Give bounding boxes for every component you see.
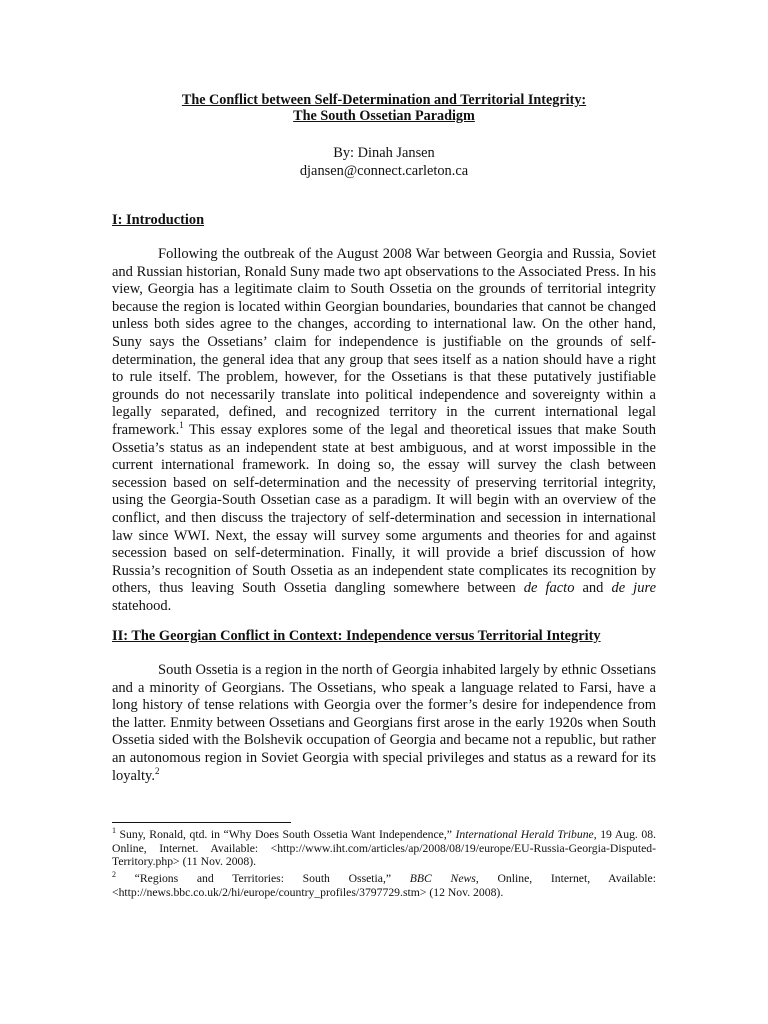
footnote-1-number: 1 [112,826,116,836]
footnote-1 [112,828,656,869]
intro-text-and: and [574,580,612,597]
section-1-paragraph [112,246,656,615]
intro-text-part1: Following the outbreak of the August 2008 War between Georgia and Russia, Soviet and Russian historian, Ronald Suny made two apt observations to the Associated Press. In his view, Georgia has a legitimate claim to South Ossetia on the grounds of territorial integrity because the region is located within Georgian boundaries, boundaries that cannot be changed unless both sides agree to the changes, according to international law. On the other hand, Suny says the Ossetians’ claim for independence is justifiable on the grounds of self-determination, the general idea that any group that sees itself as a nation should have a right to rule itself. The problem, however, for the Ossetians is that these putatively justifiable grounds do not necessarily translate into political independence and sovereignty within a legally separated, defined, and recognized territory in the current international legal framework. [112,246,656,438]
intro-italic-de-jure: de jure [611,580,657,597]
intro-italic-de-facto: de facto [523,580,575,597]
footnote-1-text-post: , 19 Aug. 08. Online, Internet. Available: <http://www.iht.com/articles/ap/2008/08/19/europe/EU-Russia-Georgia-Disputed-Territory.php> (11 Nov. 2008). [112,828,656,869]
intro-text-end: statehood. [112,597,172,614]
footnote-2-text-post: , Online, Internet, Available: <http://news.bbc.co.uk/2/hi/europe/country_profiles/3797729.stm> (12 Nov. 2008). [112,872,656,899]
footnote-2-number: 2 [112,870,116,880]
intro-text-part2: This essay explores some of the legal and theoretical issues that make South Ossetia’s status as an independent state at best ambiguous, and at worst impossible in the current international framework. In doing so, the essay will survey the clash between secession based on self-determination and the necessity of preserving territorial integrity, using the Georgia-South Ossetian case as a paradigm. It will begin with an overview of the conflict, and then discuss the trajectory of self-determination and secession in international law since WWI. Next, the essay will survey some arguments and theories for and against secession based on self-determination. Finally, it will provide a brief discussion of how Russia’s recognition of South Ossetia as an independent state complicates its recognition by others, thus leaving South Ossetia dangling somewhere between [112,421,656,597]
footnote-2 [112,872,656,899]
section-1-heading: I: Introduction [112,212,205,228]
author-byline: By: Dinah Jansen [333,145,435,161]
footnote-1-source: International Herald Tribune [455,828,594,841]
author-email: djansen@connect.carleton.ca [299,163,469,179]
footnote-2-text-pre: “Regions and Territories: South Ossetia,” [116,872,410,885]
footnote-ref-2[interactable]: 2 [154,765,160,776]
footnote-2-source: BBC News [409,872,476,885]
section-2-paragraph [112,662,656,785]
footnote-ref-1[interactable]: 1 [179,420,184,431]
author-info [112,144,656,180]
title-line-1: The Conflict between Self-Determination and Territorial Integrity: [181,92,587,108]
section-2-text: South Ossetia is a region in the north of Georgia inhabited largely by ethnic Ossetians and a minority of Georgians. The Ossetians, who speak a language related to Farsi, have a long history of tense relations with Georgia over the former’s desire for independence from the latter. Enmity between Ossetians and Georgians first arose in the early 1920s when South Ossetia sided with the Bolshevik occupation of Georgia and became not a republic, but rather an autonomous region in Soviet Georgia with special privileges and status as a reward for its loyalty. [112,662,657,784]
paper-title [112,92,656,124]
section-2-heading: II: The Georgian Conflict in Context: Independence versus Territorial Integrity [112,628,601,644]
footnote-separator [112,822,291,823]
footnote-1-text-pre: Suny, Ronald, qtd. in “Why Does South Ossetia Want Independence,” [116,828,456,841]
title-line-2: The South Ossetian Paradigm [293,108,475,124]
